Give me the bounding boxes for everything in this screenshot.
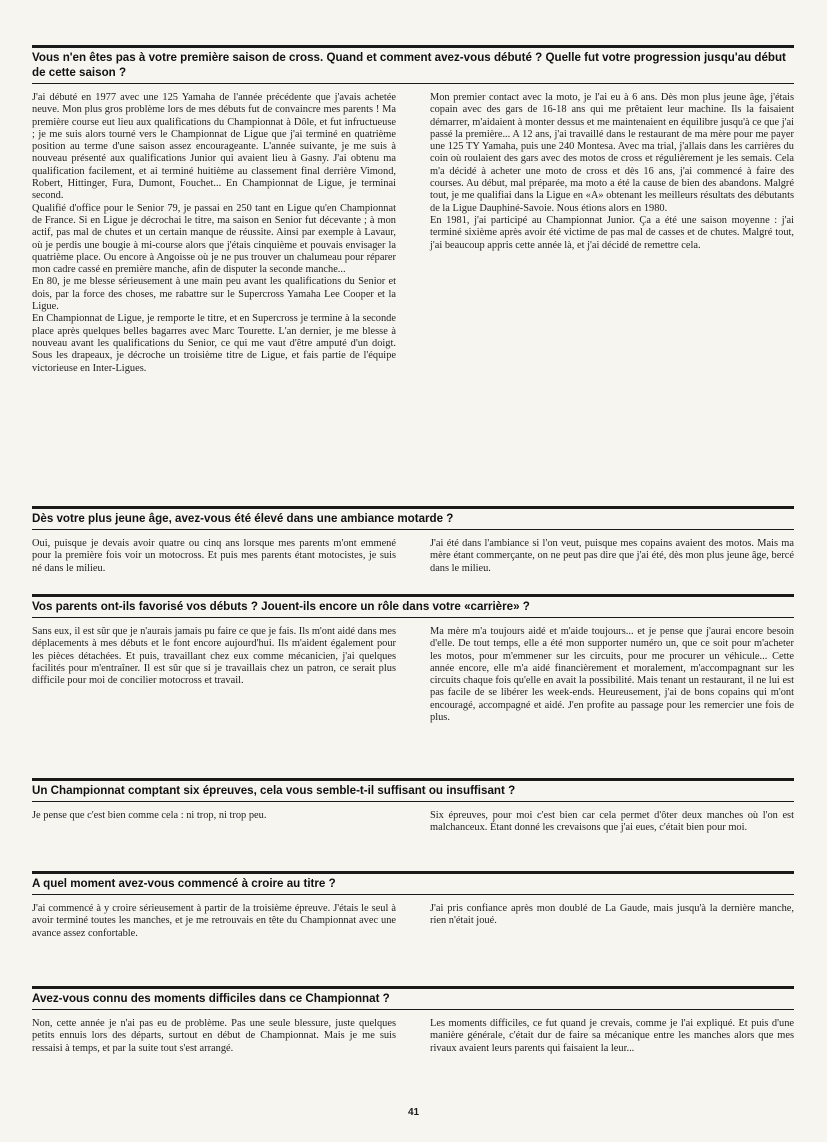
answer-paragraph: En 80, je me blesse sérieusement à une main peu avant les qualifications du Senior et dois, par la force des choses, me rabattre sur le Supercross Yamaha Lee Cooper et la Ligue. — [32, 276, 396, 313]
answer-left-column — [32, 538, 396, 575]
answer-right-column — [430, 538, 794, 575]
answer-paragraph: En Championnat de Ligue, je remporte le titre, et en Supercross je termine à la seconde place après quelques belles bagarres avec Marc Tourette. L'an dernier, je me blesse à nouveau avant les qualifications du Senior, ce qui me vaut d'être amputé d'un doigt. Sous les drapeaux, je décroche un troisième titre de Ligue, et fais partie de l'équipe victorieuse en Inter-Ligues. — [32, 313, 396, 374]
interview-section-1 — [32, 45, 794, 375]
question-heading: Vous n'en êtes pas à votre première saison de cross. Quand et comment avez-vous débuté ? Quelle fut votre progression jusqu'au début de cette saison ? — [32, 45, 794, 84]
answer-right-column — [430, 92, 794, 375]
answer-paragraph: J'ai commencé à y croire sérieusement à partir de la troisième épreuve. J'étais le seul à avoir terminé toutes les manches, et je me retrouvais en tête du Championnat avec une avance assez confortable. — [32, 903, 396, 939]
answer-columns — [32, 626, 794, 724]
answer-paragraph: Sans eux, il est sûr que je n'aurais jamais pu faire ce que je fais. Ils m'ont aidé dans mes déplacements à mes débuts et le font encore aujourd'hui. Ils m'aident également pour les pièces détachées. Et puis, travaillant chez eux comme mécanicien, j'ai quelques facilités pour m'entraîner. Il est sûr que si je travaillais chez un patron, ce serait plus difficile pour moi de concilier motocross et travail. — [32, 626, 396, 687]
answer-columns — [32, 1018, 794, 1055]
interview-section-4 — [32, 778, 794, 835]
answer-paragraph: Oui, puisque je devais avoir quatre ou cinq ans lorsque mes parents m'ont emmené pour la première fois voir un motocross. Et puis mes parents étant motocistes, je suis né dans le milieu. — [32, 538, 396, 574]
answer-paragraph: En 1981, j'ai participé au Championnat Junior. Ça a été une saison moyenne : j'ai terminé sixième après avoir été victime de pas mal de casses et de chutes. Malgré tout, j'ai beaucoup appris cette année là, et j'ai décidé de remettre cela. — [430, 214, 794, 251]
answer-right-column — [430, 626, 794, 724]
interview-section-5 — [32, 871, 794, 940]
answer-paragraph: J'ai pris confiance après mon doublé de La Gaude, mais jusqu'à la dernière manche, rien n'était joué. — [430, 903, 794, 927]
answer-left-column — [32, 810, 396, 835]
page-number: 41 — [407, 1107, 420, 1118]
answer-columns — [32, 810, 794, 835]
answer-paragraph: Je pense que c'est bien comme cela : ni trop, ni trop peu. — [32, 810, 267, 821]
answer-left-column — [32, 1018, 396, 1055]
interview-section-3 — [32, 594, 794, 724]
question-heading: A quel moment avez-vous commencé à croire au titre ? — [32, 871, 794, 895]
answer-paragraph: Non, cette année je n'ai pas eu de problème. Pas une seule blessure, juste quelques petits ennuis lors des départs, surtout en début de Championnat. Mais je me suis ressaisi à temps, et par la suite tout s'est arrangé. — [32, 1018, 396, 1054]
answer-left-column — [32, 903, 396, 940]
answer-paragraph: Qualifié d'office pour le Senior 79, je passai en 250 tant en Ligue qu'en Championnat de France. Si en Ligue je décrochai le titre, ma saison en Senior fut décevante ; à mon actif, pas mal de chutes et un certain manque de réussite. Ainsi par exemple à Lavaur, où je perdis une bougie à mi-course alors que j'étais cinquième et pouvais envisager la quatrième place. Ou encore à Angoisse où je ne pus trouver un chalumeau pour réparer mon cadre cassé en première manche, afin de disputer la seconde manche... — [32, 202, 396, 276]
answer-paragraph: Les moments difficiles, ce fut quand je crevais, comme je l'ai expliqué. Et puis d'une manière générale, c'était dur de faire sa mécanique entre les manches alors que mes rivaux avaient leurs parents qui faisaient la leur... — [430, 1018, 794, 1054]
answer-paragraph: Mon premier contact avec la moto, je l'ai eu à 6 ans. Dès mon plus jeune âge, j'étais copain avec des gars de 16-18 ans qui me prêtaient leur machine. Ils la faisaient démarrer, m'aidaient à monter dessus et me maintenaient en équilibre jusqu'à ce que j'ai passé la première... A 12 ans, j'ai travaillé dans le restaurant de ma mère pour me payer une 125 TY Yamaha, puis une 240 Montesa. Avec ma trial, j'allais dans les carrières du coin où roulaient des gars avec des motos de cross et régulièrement je les semais. Cela m'a décidé à acheter une moto de cross et dès 16 ans, j'ai commencé à faire des courses. Au début, mal préparée, ma moto a été la cause de bien des abandons. Malgré tout, je me qualifiai dans la Ligue en «A» obtenant les meilleurs résultats des débutants de la Ligue Dauphiné-Savoie. Nous étions alors en 1980. — [430, 92, 794, 214]
question-heading: Vos parents ont-ils favorisé vos débuts ? Jouent-ils encore un rôle dans votre «carrière» ? — [32, 594, 794, 618]
answer-right-column — [430, 810, 794, 835]
answer-right-column — [430, 1018, 794, 1055]
answer-left-column — [32, 92, 396, 375]
answer-right-column — [430, 903, 794, 940]
answer-paragraph: Ma mère m'a toujours aidé et m'aide toujours... et je pense que j'aurai encore besoin d'elle. De tout temps, elle a été mon supporter numéro un, que ce soit pour m'acheter les motos, pour m'emmener sur les circuits, pour me procurer un véhicule... Cette année encore, elle m'a aidé financièrement et moralement, m'accompagnant sur les circuits chaque fois qu'elle en avait la possibilité. Mais tenant un restaurant, il ne lui est pas facile de se libérer les week-ends. Heureusement, j'ai de bons copains qui m'ont encouragé, accompagné et aidé. J'en profite au passage pour les remercier une fois de plus. — [430, 626, 794, 724]
interview-section-2 — [32, 506, 794, 575]
answer-columns — [32, 92, 794, 375]
answer-paragraph: J'ai été dans l'ambiance si l'on veut, puisque mes copains avaient des motos. Mais ma mère étant commerçante, on ne peut pas dire que j'ai été, dès mon plus jeune âge, bercé dans le milieu. — [430, 538, 794, 574]
question-heading: Un Championnat comptant six épreuves, cela vous semble-t-il suffisant ou insuffisant ? — [32, 778, 794, 802]
answer-paragraph: J'ai débuté en 1977 avec une 125 Yamaha de l'année précédente que j'avais achetée neuve. Mon plus gros problème lors de mes débuts fut de convaincre mes parents ! Ma première course eut lieu aux qualifications du Championnat à Dôle, et fut infructueuse ; je me suis alors tourné vers le Championnat de Ligue que j'ai terminé en quatrième position au terme d'une saison assez encourageante. L'année suivante, je me suis à nouveau présenté aux qualifications Junior qui avaient lieu à Gasny. J'ai obtenu ma qualification facilement, et ai terminé huitième au classement final derrière Vimond, Robert, Hittinger, Fura, Dumont, Fouchet... En Championnat de Ligue, je terminai second. — [32, 92, 396, 202]
question-heading: Avez-vous connu des moments difficiles dans ce Championnat ? — [32, 986, 794, 1010]
answer-columns — [32, 903, 794, 940]
answer-columns — [32, 538, 794, 575]
answer-paragraph: Six épreuves, pour moi c'est bien car cela permet d'ôter deux manches où l'on est malchanceux. Étant donné les crevaisons que j'ai eues, c'était bien pour moi. — [430, 810, 794, 834]
question-heading: Dès votre plus jeune âge, avez-vous été élevé dans une ambiance motarde ? — [32, 506, 794, 530]
answer-left-column — [32, 626, 396, 724]
interview-section-6 — [32, 986, 794, 1055]
